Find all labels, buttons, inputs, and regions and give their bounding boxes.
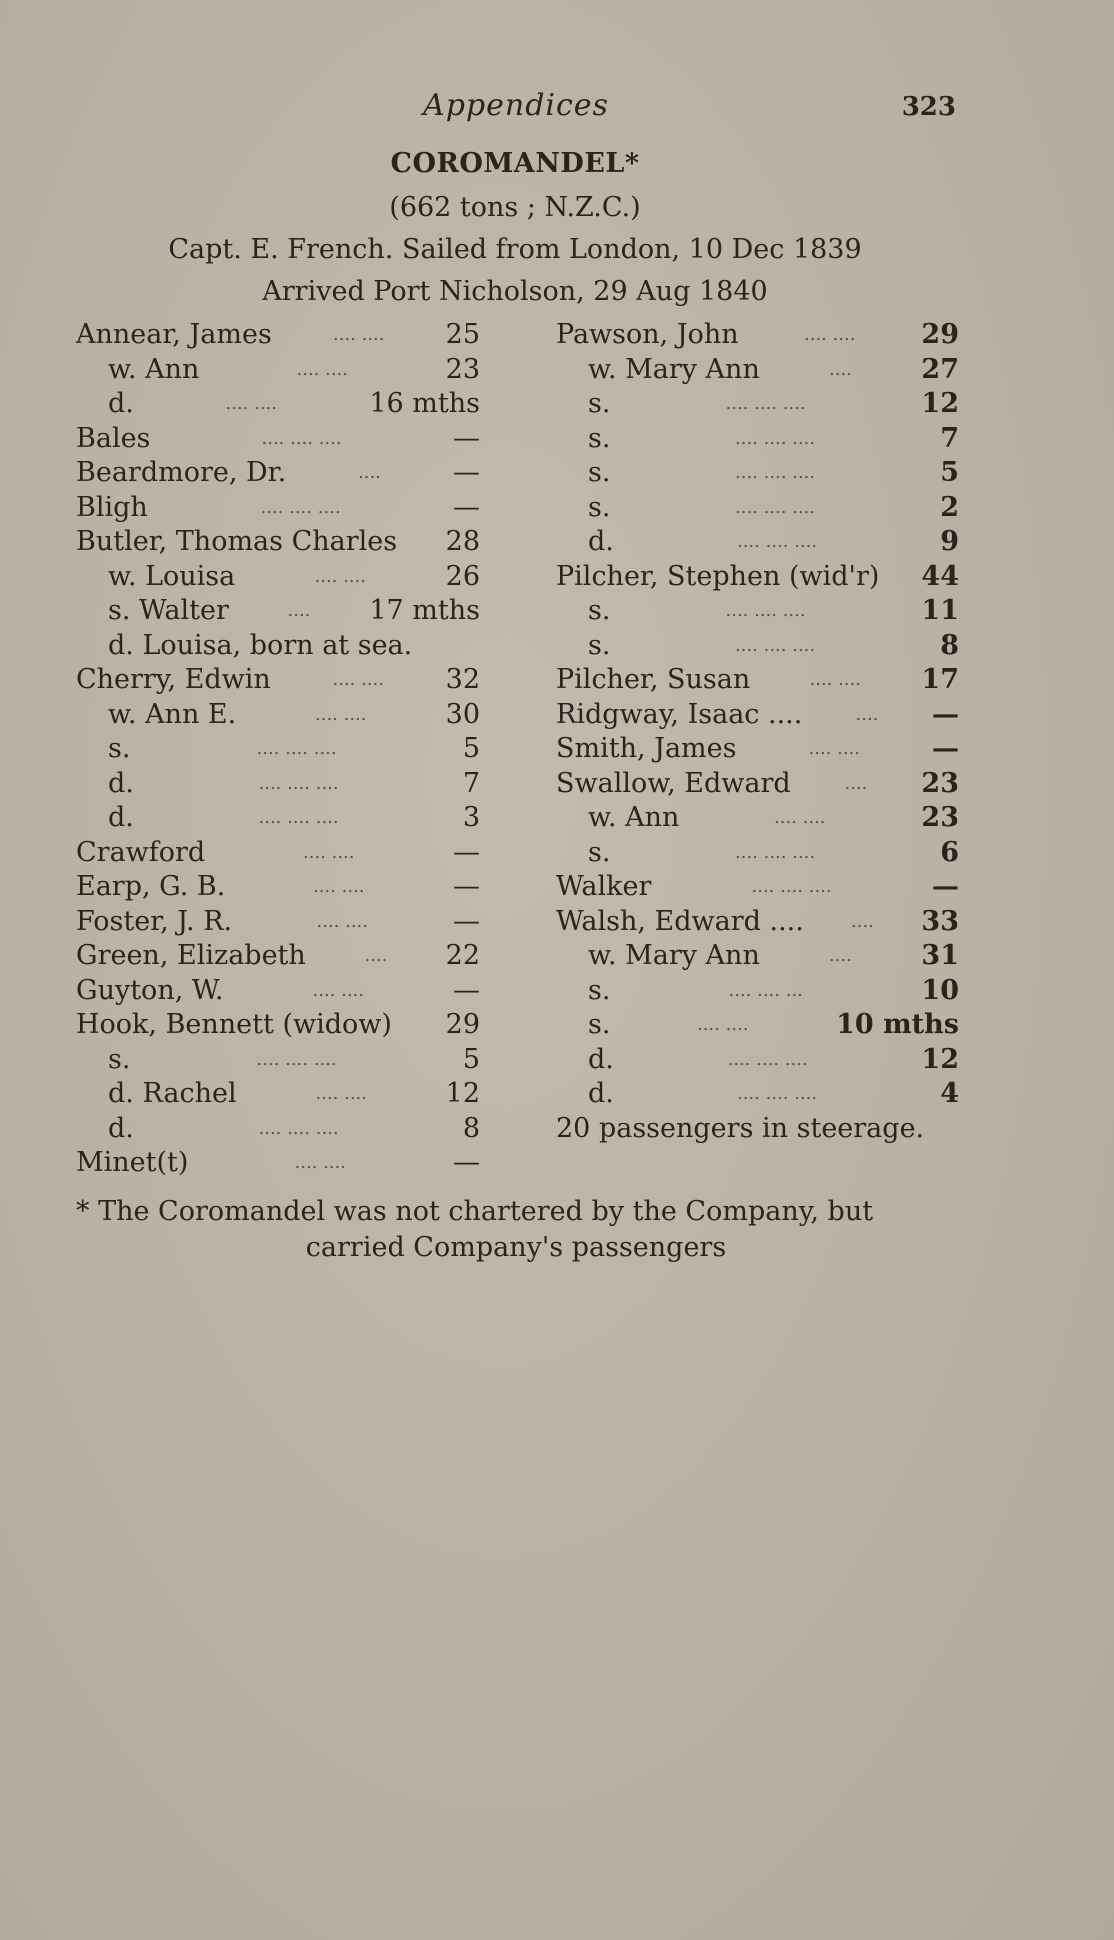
passenger-name: Swallow, Edward [556, 767, 791, 799]
passenger-row [556, 836, 959, 871]
passenger-name: s. [588, 422, 611, 454]
passenger-row [76, 1077, 480, 1112]
leader-dots: .... .... .... [260, 496, 341, 518]
passenger-row [556, 905, 959, 940]
passenger-name: d. [588, 1078, 614, 1109]
passenger-age: 4 [940, 1078, 959, 1109]
leader-dots: .... .... [296, 358, 348, 380]
passenger-row [556, 1112, 959, 1147]
passenger-age: — [453, 871, 480, 902]
passenger-name: s. [588, 629, 611, 661]
passenger-name: d. Louisa, born at sea. [108, 629, 413, 661]
passenger-age: — [453, 457, 480, 488]
passenger-age: 9 [940, 526, 959, 557]
leader-dots: .... .... .... [735, 462, 816, 483]
passenger-row [76, 387, 480, 422]
passenger-row [556, 560, 959, 595]
passenger-row [76, 456, 480, 491]
passenger-name: s. Walter [108, 595, 229, 626]
passenger-name: Walker [556, 871, 652, 902]
passenger-name: d. [588, 526, 614, 557]
passenger-name: s. [588, 836, 611, 868]
leader-dots: .... .... .... [735, 496, 816, 518]
passenger-name: Pilcher, Stephen (wid'r) [556, 560, 880, 592]
passenger-name: d. [108, 388, 134, 419]
leader-dots: .... .... .... [256, 738, 337, 759]
footnote-line-2: carried Company's passengers [305, 1232, 727, 1263]
leader-dots: .... .... [316, 910, 368, 932]
passenger-row [556, 422, 959, 457]
page-number: 323 [901, 92, 956, 122]
passenger-name: Butler, Thomas Charles [76, 526, 398, 557]
passenger-age: 10 [921, 974, 959, 1006]
passenger-name: Bligh [76, 491, 148, 523]
passenger-row [76, 1112, 480, 1147]
footnote-line-1: * The Coromandel was not chartered by the Company, but [76, 1196, 874, 1227]
passenger-name: w. Ann [588, 802, 680, 833]
passenger-name: s. [588, 388, 611, 419]
passenger-age: 8 [940, 629, 959, 661]
passenger-row [76, 594, 480, 629]
passenger-age: — [453, 836, 480, 868]
passenger-age: — [453, 974, 480, 1006]
passenger-row [556, 525, 959, 560]
passenger-row [76, 801, 480, 836]
passenger-row [556, 1077, 959, 1112]
passenger-age: 23 [445, 353, 480, 385]
passenger-age: — [453, 491, 480, 523]
passenger-age: — [453, 905, 480, 937]
leader-dots: .... .... .... [727, 1048, 808, 1070]
passenger-row [556, 629, 959, 664]
passenger-age: 6 [940, 836, 959, 868]
passenger-name: Guyton, W. [76, 974, 224, 1006]
leader-dots: .... .... .... [725, 393, 806, 414]
passenger-age: 12 [921, 388, 959, 419]
passenger-row [76, 525, 480, 560]
leader-dots: .... .... [303, 841, 355, 863]
passenger-age: 11 [921, 595, 959, 626]
leader-dots: .... [855, 703, 879, 725]
leader-dots: .... [829, 358, 852, 380]
passenger-age: 7 [940, 422, 959, 454]
passenger-age: 5 [462, 1043, 480, 1075]
header-title: Appendices [423, 88, 609, 123]
passenger-age: 23 [921, 767, 959, 799]
passenger-row [76, 629, 480, 664]
passenger-age: — [932, 698, 959, 730]
passenger-age: 44 [921, 560, 959, 592]
leader-dots: .... .... [225, 393, 277, 414]
passenger-name: s. [588, 457, 611, 488]
leader-dots: .... .... [774, 807, 826, 828]
passenger-name: s. [588, 1009, 611, 1040]
leader-dots: .... .... .... [258, 1117, 339, 1139]
passenger-age: 22 [445, 940, 480, 971]
passenger-row [76, 353, 480, 388]
passenger-row [556, 491, 959, 526]
passenger-age: 25 [445, 319, 480, 350]
passenger-row [556, 456, 959, 491]
ship-name: COROMANDEL* [390, 148, 640, 179]
leader-dots: .... .... .... [258, 772, 339, 794]
passenger-name: Crawford [76, 836, 206, 868]
passenger-name: Walsh, Edward .... [556, 905, 804, 937]
leader-dots: .... .... [333, 324, 385, 345]
passenger-name: Minet(t) [76, 1147, 189, 1178]
leader-dots: .... [829, 945, 852, 966]
passenger-row [76, 836, 480, 871]
passenger-row [76, 422, 480, 457]
passenger-row [556, 767, 959, 802]
passenger-row [76, 318, 480, 353]
passenger-name: Pawson, John [556, 319, 739, 350]
passenger-age: 29 [921, 319, 959, 350]
passenger-row [556, 870, 959, 905]
leader-dots: .... .... .... [735, 841, 816, 863]
passenger-age: — [453, 422, 480, 454]
leader-dots: .... .... [332, 669, 384, 690]
leader-dots: .... [844, 772, 868, 794]
passenger-age: 2 [940, 491, 959, 523]
passenger-row [76, 870, 480, 905]
passenger-name: Cherry, Edwin [76, 664, 271, 695]
passenger-age: 10 mths [836, 1009, 959, 1040]
passenger-row [556, 974, 959, 1009]
leader-dots: .... .... [314, 565, 366, 587]
passenger-name: Foster, J. R. [76, 905, 233, 937]
passenger-age: 16 mths [369, 388, 480, 419]
passenger-name: s. [108, 1043, 131, 1075]
passenger-age: — [932, 733, 959, 764]
passenger-name: w. Ann [108, 353, 200, 385]
passenger-age: — [453, 1147, 480, 1178]
running-header [76, 88, 956, 128]
leader-dots: .... .... .... [735, 427, 816, 449]
passenger-name: w. Ann E. [108, 698, 237, 730]
leader-dots: .... .... .... [261, 427, 342, 449]
leader-dots: .... [287, 600, 311, 621]
arrival-line: Arrived Port Nicholson, 29 Aug 1840 [262, 276, 768, 307]
passenger-name: Hook, Bennett (widow) [76, 1009, 392, 1040]
passenger-name: s. [108, 733, 131, 764]
leader-dots: .... .... .... [725, 600, 806, 621]
leader-dots: .... [364, 945, 388, 966]
passenger-age: 17 [921, 664, 959, 695]
passenger-row [556, 318, 959, 353]
passenger-row [556, 1008, 959, 1043]
passenger-age: 5 [940, 457, 959, 488]
passenger-list-left [76, 318, 480, 1181]
passenger-row [556, 663, 959, 698]
leader-dots: .... .... .... [256, 1048, 337, 1070]
passenger-name: 20 passengers in steerage. [556, 1112, 925, 1144]
leader-dots: .... .... [809, 669, 861, 690]
passenger-age: 27 [921, 353, 959, 385]
ship-detail: (662 tons ; N.Z.C.) [389, 192, 641, 223]
passenger-name: Annear, James [76, 319, 272, 350]
passenger-name: Ridgway, Isaac .... [556, 698, 803, 730]
passenger-row [76, 491, 480, 526]
passenger-row [76, 939, 480, 974]
leader-dots: .... .... .... [737, 531, 818, 552]
passenger-age: 31 [921, 940, 959, 971]
leader-dots: .... .... .... [735, 634, 816, 656]
leader-dots: .... .... [315, 703, 367, 725]
passenger-row [76, 698, 480, 733]
passenger-row [76, 1043, 480, 1078]
passenger-row [556, 387, 959, 422]
sailing-line: Capt. E. French. Sailed from London, 10 Dec 1839 [168, 234, 862, 265]
passenger-name: d. [108, 767, 134, 799]
leader-dots: .... [851, 910, 874, 932]
leader-dots: .... .... .... [258, 807, 339, 828]
passenger-age: 29 [445, 1009, 480, 1040]
passenger-row [556, 594, 959, 629]
passenger-row [556, 732, 959, 767]
passenger-age: 7 [462, 767, 480, 799]
leader-dots: .... .... [697, 1014, 749, 1035]
passenger-name: d. [108, 802, 134, 833]
passenger-name: w. Mary Ann [588, 353, 760, 385]
passenger-name: s. [588, 491, 611, 523]
passenger-age: — [932, 871, 959, 902]
passenger-age: 23 [921, 802, 959, 833]
leader-dots: .... .... [804, 324, 856, 345]
passenger-row [556, 939, 959, 974]
passenger-row [76, 732, 480, 767]
passenger-row [76, 905, 480, 940]
passenger-name: w. Louisa [108, 560, 236, 592]
leader-dots: .... .... ... [728, 979, 803, 1001]
leader-dots: .... .... [313, 876, 365, 897]
passenger-name: Beardmore, Dr. [76, 457, 287, 488]
passenger-name: d. [108, 1112, 134, 1144]
passenger-age: 12 [921, 1043, 959, 1075]
passenger-name: Pilcher, Susan [556, 664, 751, 695]
passenger-name: Earp, G. B. [76, 871, 226, 902]
passenger-name: s. [588, 595, 611, 626]
passenger-name: d. Rachel [108, 1078, 237, 1109]
passenger-age: 33 [921, 905, 959, 937]
leader-dots: .... .... [808, 738, 860, 759]
passenger-row [76, 974, 480, 1009]
passenger-row [556, 353, 959, 388]
passenger-row [76, 663, 480, 698]
passenger-row [76, 767, 480, 802]
passenger-name: Green, Elizabeth [76, 940, 306, 971]
passenger-age: 26 [445, 560, 480, 592]
passenger-row [76, 1146, 480, 1181]
passenger-name: Smith, James [556, 733, 737, 764]
passenger-name: w. Mary Ann [588, 940, 760, 971]
passenger-list-right [556, 318, 959, 1146]
leader-dots: .... .... [312, 979, 364, 1001]
leader-dots: .... .... [294, 1152, 346, 1173]
leader-dots: .... .... [315, 1083, 367, 1104]
passenger-row [76, 1008, 480, 1043]
passenger-row [556, 801, 959, 836]
leader-dots: .... .... .... [751, 876, 832, 897]
passenger-age: 5 [462, 733, 480, 764]
passenger-row [556, 698, 959, 733]
passenger-row [76, 560, 480, 595]
leader-dots: .... .... .... [737, 1083, 818, 1104]
passenger-row [556, 1043, 959, 1078]
passenger-age: 28 [445, 526, 480, 557]
passenger-age: 32 [445, 664, 480, 695]
leader-dots: .... [358, 462, 381, 483]
passenger-age: 17 mths [369, 595, 480, 626]
passenger-age: 3 [462, 802, 480, 833]
passenger-name: d. [588, 1043, 614, 1075]
passenger-name: s. [588, 974, 611, 1006]
passenger-age: 12 [445, 1078, 480, 1109]
passenger-age: 30 [445, 698, 480, 730]
passenger-age: 8 [462, 1112, 480, 1144]
passenger-name: Bales [76, 422, 151, 454]
